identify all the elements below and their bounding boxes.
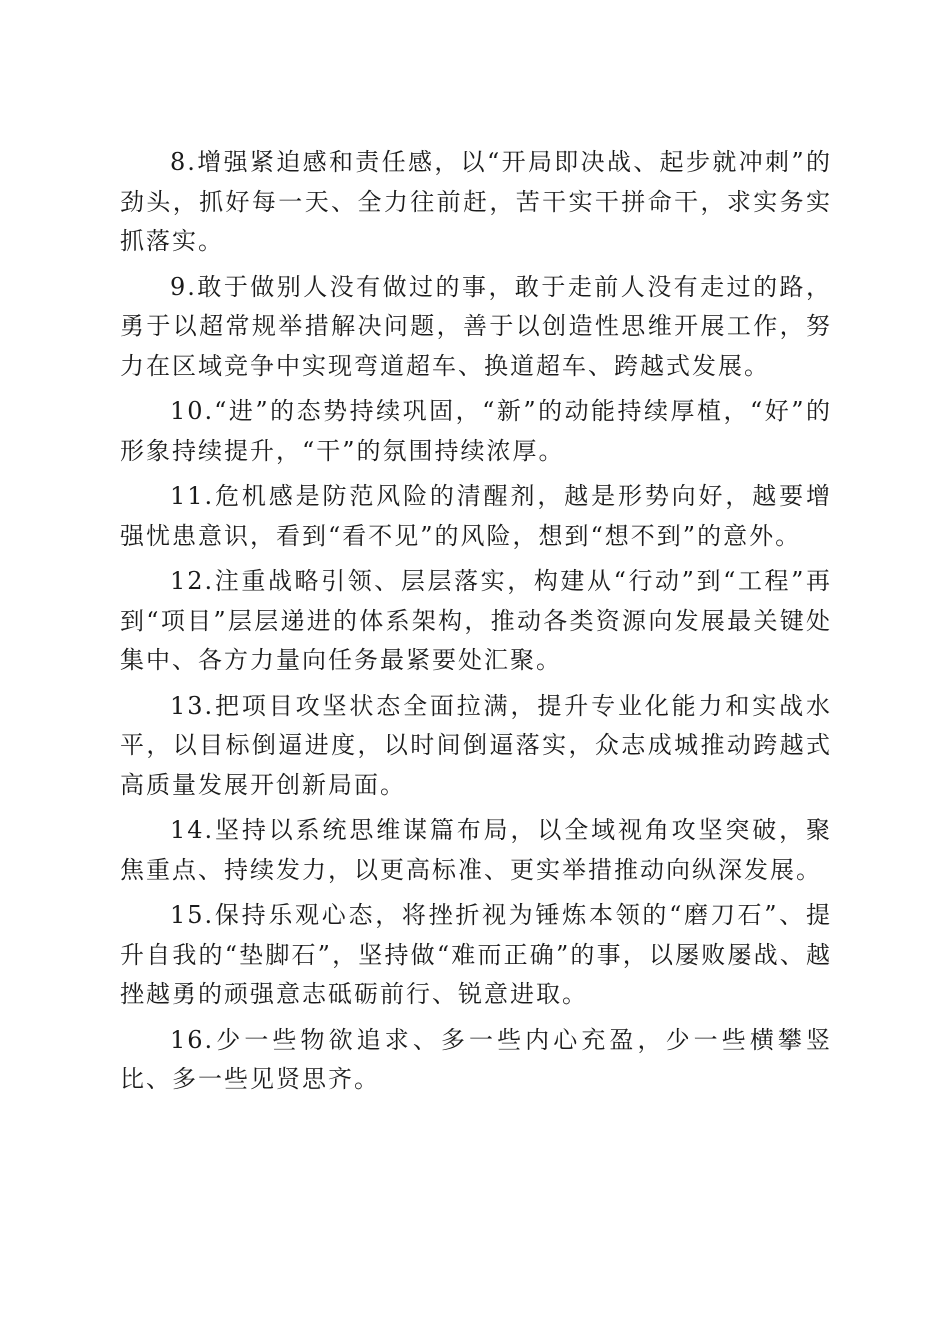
paragraph-15: 15.保持乐观心态，将挫折视为锤炼本领的“磨刀石”、提升自我的“垫脚石”，坚持做“难而正确”的事，以屡败屡战、越挫越勇的顽强意志砥砺前行、锐意进取。 [120,901,832,1008]
paragraph-16: 16.少一些物欲追求、多一些内心充盈，少一些横攀竖比、多一些见贤思齐。 [120,1025,832,1093]
paragraph-11: 11.危机感是防范风险的清醒剂，越是形势向好，越要增强忧患意识，看到“看不见”的风险，想到“想不到”的意外。 [120,482,832,550]
paragraph-9: 9.敢于做别人没有做过的事，敢于走前人没有走过的路，勇于以超常规举措解决问题，善于以创造性思维开展工作，努力在区域竞争中实现弯道超车、换道超车、跨越式发展。 [120,272,832,380]
paragraph-10: 10.“进”的态势持续巩固，“新”的动能持续厚植，“好”的形象持续提升，“干”的氛围持续浓厚。 [120,397,832,465]
paragraph-12: 12.注重战略引领、层层落实，构建从“行动”到“工程”再到“项目”层层递进的体系架构，推动各类资源向发展最关键处集中、各方力量向任务最紧要处汇聚。 [120,567,832,674]
paragraph-8: 8.增强紧迫感和责任感，以“开局即决战、起步就冲刺”的劲头，抓好每一天、全力往前赶，苦干实干拼命干，求实务实抓落实。 [120,148,832,255]
paragraph-14: 14.坚持以系统思维谋篇布局，以全域视角攻坚突破，聚焦重点、持续发力，以更高标准、更实举措推动向纵深发展。 [120,816,832,884]
document-body [120,143,832,1106]
paragraph-13: 13.把项目攻坚状态全面拉满，提升专业化能力和实战水平，以目标倒逼进度，以时间倒逼落实，众志成城推动跨越式高质量发展开创新局面。 [120,691,832,799]
